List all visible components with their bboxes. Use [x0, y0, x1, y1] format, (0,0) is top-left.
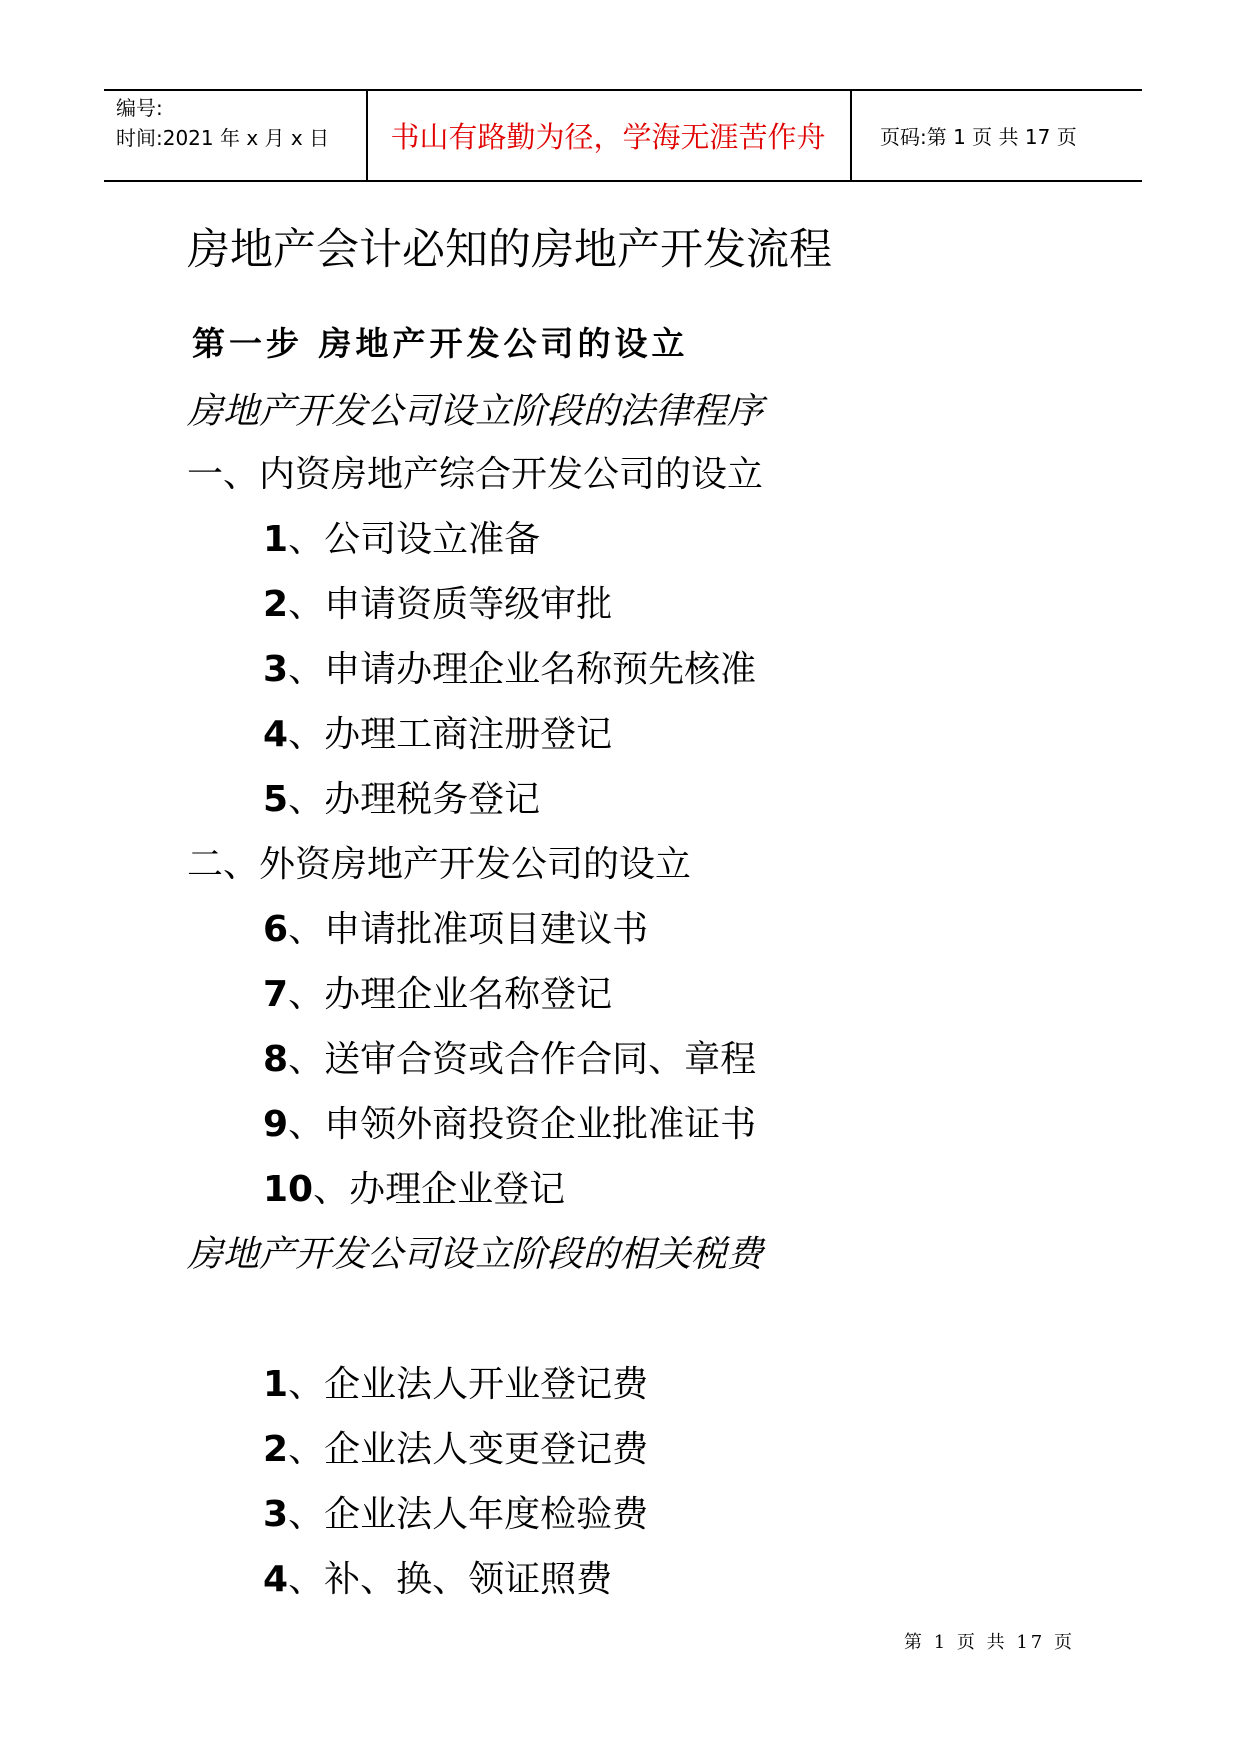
header-divider-right: [850, 91, 852, 180]
item-text: 、企业法人变更登记费: [288, 1429, 649, 1470]
step-title: 第一步 房地产开发公司的设立: [192, 324, 689, 363]
list-item: [263, 1421, 648, 1472]
page-header: [104, 89, 1142, 182]
header-motto: 书山有路勤为径，学海无涯苦作舟: [390, 120, 826, 154]
item-number: 7: [263, 974, 289, 1015]
list-item: [263, 1486, 648, 1537]
item-text: 、申请办理企业名称预先核准: [288, 649, 757, 690]
list-item: [263, 1551, 612, 1602]
item-number: 1: [263, 1364, 289, 1405]
list-item: [263, 1031, 756, 1082]
fees-heading: 房地产开发公司设立阶段的相关税费: [187, 1234, 764, 1275]
item-text: 、办理企业登记: [313, 1169, 566, 1210]
item-number: 4: [263, 1559, 289, 1600]
item-number: 4: [263, 714, 289, 755]
item-text: 、办理税务登记: [288, 779, 541, 820]
item-text: 、企业法人开业登记费: [288, 1364, 649, 1405]
list-item: [263, 576, 612, 627]
list-item: [263, 511, 540, 562]
header-page-label: 页码:第 1 页 共 17 页: [880, 125, 1077, 149]
list-item: [263, 771, 540, 822]
item-text: 、办理工商注册登记: [288, 714, 613, 755]
list-item: [263, 966, 612, 1017]
item-number: 3: [263, 649, 289, 690]
item-number: 10: [263, 1169, 314, 1210]
item-text: 、办理企业名称登记: [288, 974, 613, 1015]
page-footer: 第 1 页 共 17 页: [904, 1632, 1075, 1653]
item-text: 、申请资质等级审批: [288, 584, 613, 625]
item-text: 、企业法人年度检验费: [288, 1494, 649, 1535]
list-item: [263, 901, 648, 952]
item-text: 、送审合资或合作合同、章程: [288, 1039, 757, 1080]
document-title: 房地产会计必知的房地产开发流程: [187, 225, 832, 275]
item-number: 2: [263, 584, 289, 625]
item-number: 6: [263, 909, 289, 950]
legal-procedure-heading: 房地产开发公司设立阶段的法律程序: [187, 391, 764, 432]
item-number: 9: [263, 1104, 289, 1145]
number-label: 编号:: [116, 96, 163, 120]
item-text: 、补、换、领证照费: [288, 1559, 613, 1600]
list-item: [263, 641, 756, 692]
section-foreign-heading: 二、外资房地产开发公司的设立: [187, 844, 692, 885]
item-text: 、申请批准项目建议书: [288, 909, 649, 950]
item-number: 5: [263, 779, 289, 820]
item-number: 8: [263, 1039, 289, 1080]
list-item: [263, 1356, 648, 1407]
item-text: 、申领外商投资企业批准证书: [288, 1104, 757, 1145]
list-item: [263, 1096, 756, 1147]
item-number: 3: [263, 1494, 289, 1535]
item-number: 1: [263, 519, 289, 560]
list-item: [263, 706, 612, 757]
item-number: 2: [263, 1429, 289, 1470]
list-item: [263, 1161, 565, 1212]
item-text: 、公司设立准备: [288, 519, 541, 560]
header-meta: [116, 93, 329, 153]
section-domestic-heading: 一、内资房地产综合开发公司的设立: [187, 454, 764, 495]
time-label: 时间:2021 年 x 月 x 日: [116, 126, 330, 150]
